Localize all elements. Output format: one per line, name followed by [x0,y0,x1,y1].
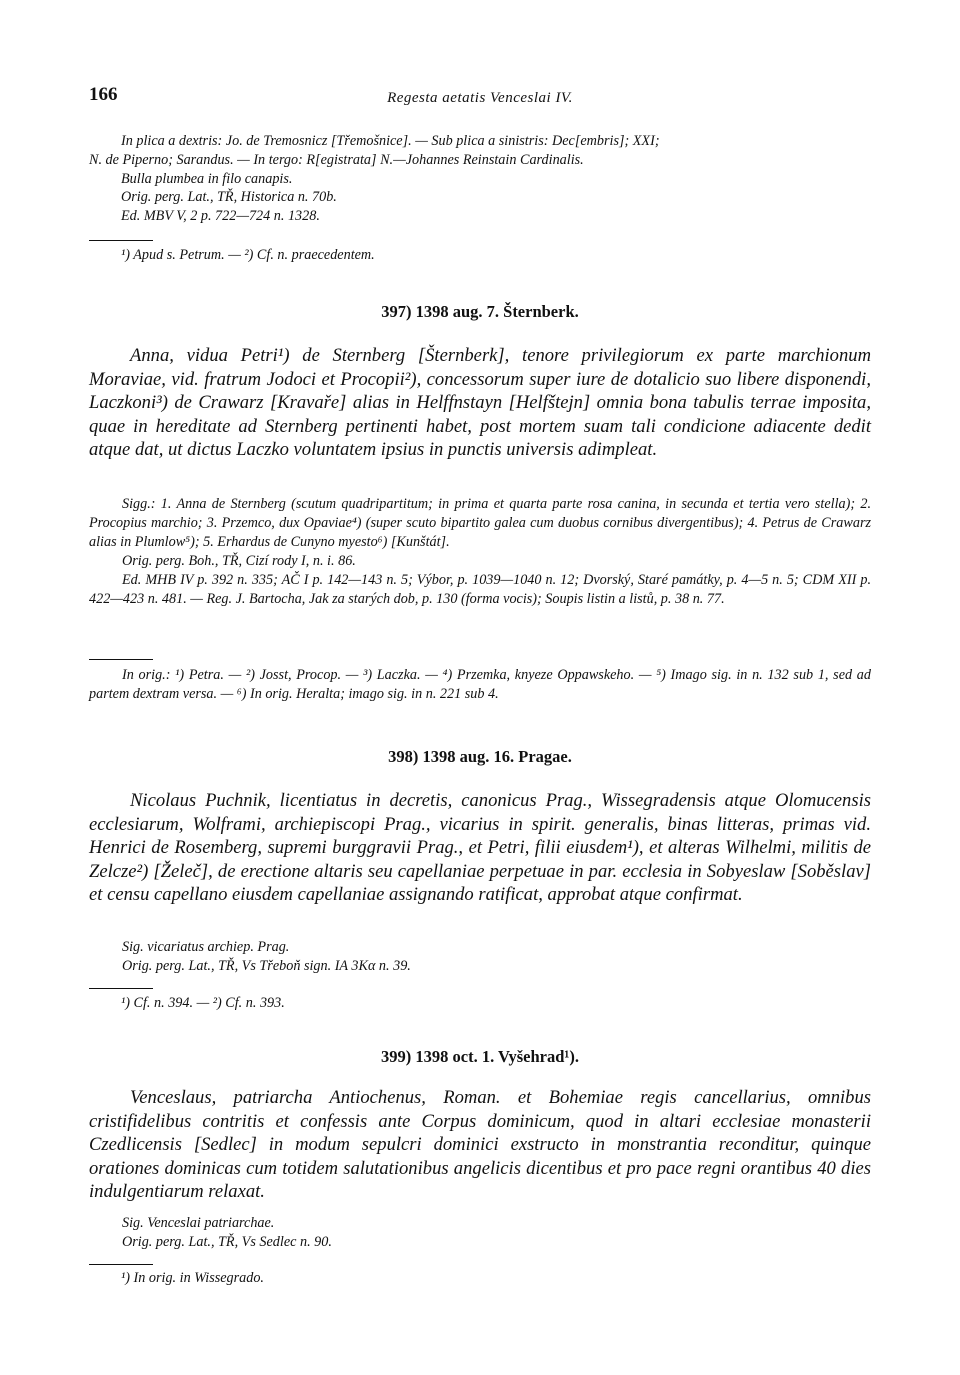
plica-line-1: In plica a dextris: Jo. de Tremosnicz [Třemošnice]. — Sub plica a sinistris: Dec[embris]; XXI; [121,133,660,149]
ed-397: Ed. MHB IV p. 392 n. 335; AČ I p. 142—143 n. 5; Výbor, p. 1039—1040 n. 12; Dvorský, Staré památky, p. 4—5 n. 5; CDM XII p. 422—423 n. 481. — Reg. J. Bartocha, Jak za starých dob, p. 130 (forma vocis); Soupis listin a listů, p. 38 n. 77. [89,571,871,607]
prev-entry-notes [89,132,871,226]
footnote-rule [89,240,153,241]
orig-399: Orig. perg. Lat., TŘ, Vs Sedlec n. 90. [122,1233,332,1250]
plica-line-2: N. de Piperno; Sarandus. — In tergo: R[egistrata] N.—Johannes Reinstain Cardinalis. [89,151,584,168]
footnote-rule [89,988,153,989]
regest-397: Anna, vidua Petri¹) de Sternberg [Šternberk], tenore privilegiorum ex parte marchionum Moraviae, vid. fratrum Jodoci et Procopii²), concessorum super iure de dotalicio suo libere disponendi, Laczkoni³) de Crawarz [Kravaře] alias in Helffnstayn [Helfštejn] omnia bona tabulis terrae imposita, quae in hereditate ad Sternberg pertinenti habet, post mortem suam tali condicione adiacente dedit atque dat, ut dictus Laczko voluntatem ipsius in punctis universis adimpleat. [89,345,871,461]
regest-399: Venceslaus, patriarcha Antiochenus, Roman. et Bohemiae regis cancellarius, omnibus cristifidelibus contritis et confessis ante Corpus dominicum, quod in altari ecclesiae monasterii Czedlicensis [Sedlec] in modum sepulcri dominici exstructo in monstrantia reconditur, quinque orationes dominicas cum totidem salutationibus angelicis dicentibus et pro pace regni orantibus 40 dies indulgentiarum relaxat. [89,1087,871,1203]
regest-398: Nicolaus Puchnik, licentiatus in decretis, canonicus Prag., Wissegradensis atque Olomucensis ecclesiarum, Wolframi, archiepiscopi Prag., vicarius in spirit. generalis, binas litteras, primas vid. Henrici de Rosemberg, supremi burggravii Prag., et Petri, filii eiusdem¹), et alteras Wilhelmi, militis de Zelcze²) [Želeč], de erectione altaris seu capellaniae perpetuae in par. ecclesia in Sobyeslaw [Soběslav] et censu capellano eiusdem capellaniae assignando ratificat, approbat atque confirmat. [89,790,871,906]
footnote-rule [89,659,153,660]
sig-398: Sig. vicariatus archiep. Prag. [122,939,290,955]
footnotes-397: In orig.: ¹) Petra. — ²) Josst, Procop. — ³) Laczka. — ⁴) Przemka, knyeze Oppawskeho. — ⁵) Imago sig. in n. 132 sub 1, sed ad partem dextram versa. — ⁶) In orig. Heralta; imago sig. in n. 221 sub 4. [89,667,871,702]
entry-heading-397: 397) 1398 aug. 7. Šternberk. [381,302,579,321]
bulla-line: Bulla plumbea in filo canapis. [121,170,293,187]
notes-397 [89,495,871,608]
running-title: Regesta aetatis Venceslai IV. [387,90,573,106]
orig-line: Orig. perg. Lat., TŘ, Historica n. 70b. [121,189,337,206]
ed-line: Ed. MBV V, 2 p. 722—724 n. 1328. [121,208,320,225]
page-number: 166 [89,84,118,105]
orig-397: Orig. perg. Boh., TŘ, Cizí rody I, n. i. 86. [122,552,356,569]
notes-398 [89,938,871,976]
sigg-397: Sigg.: 1. Anna de Sternberg (scutum quadripartitum; in prima et quarta parte rosa canina, in secunda et tertia vero stella); 2. Procopius marchio; 3. Przemco, dux Opaviae⁴) (super scuto bipartito galea cum duobus cornibus divergentibus); 4. Petrus de Crawarz alias in Plumlow⁵); 5. Erhardus de Cunyno myesto⁶) [Kunštát]. [89,496,871,550]
footnote-399: ¹) In orig. in Wissegrado. [121,1270,264,1286]
notes-399 [89,1214,871,1252]
footnote-398: ¹) Cf. n. 394. — ²) Cf. n. 393. [121,995,285,1011]
entry-heading-398: 398) 1398 aug. 16. Pragae. [388,747,572,766]
sig-399: Sig. Venceslai patriarchae. [122,1215,275,1231]
footnote-rule [89,1264,153,1265]
orig-398: Orig. perg. Lat., TŘ, Vs Třeboň sign. IA 3Kα n. 39. [122,957,411,974]
prev-footnote: ¹) Apud s. Petrum. — ²) Cf. n. praecedentem. [121,247,375,263]
entry-heading-399: 399) 1398 oct. 1. Vyšehrad¹). [381,1047,579,1066]
